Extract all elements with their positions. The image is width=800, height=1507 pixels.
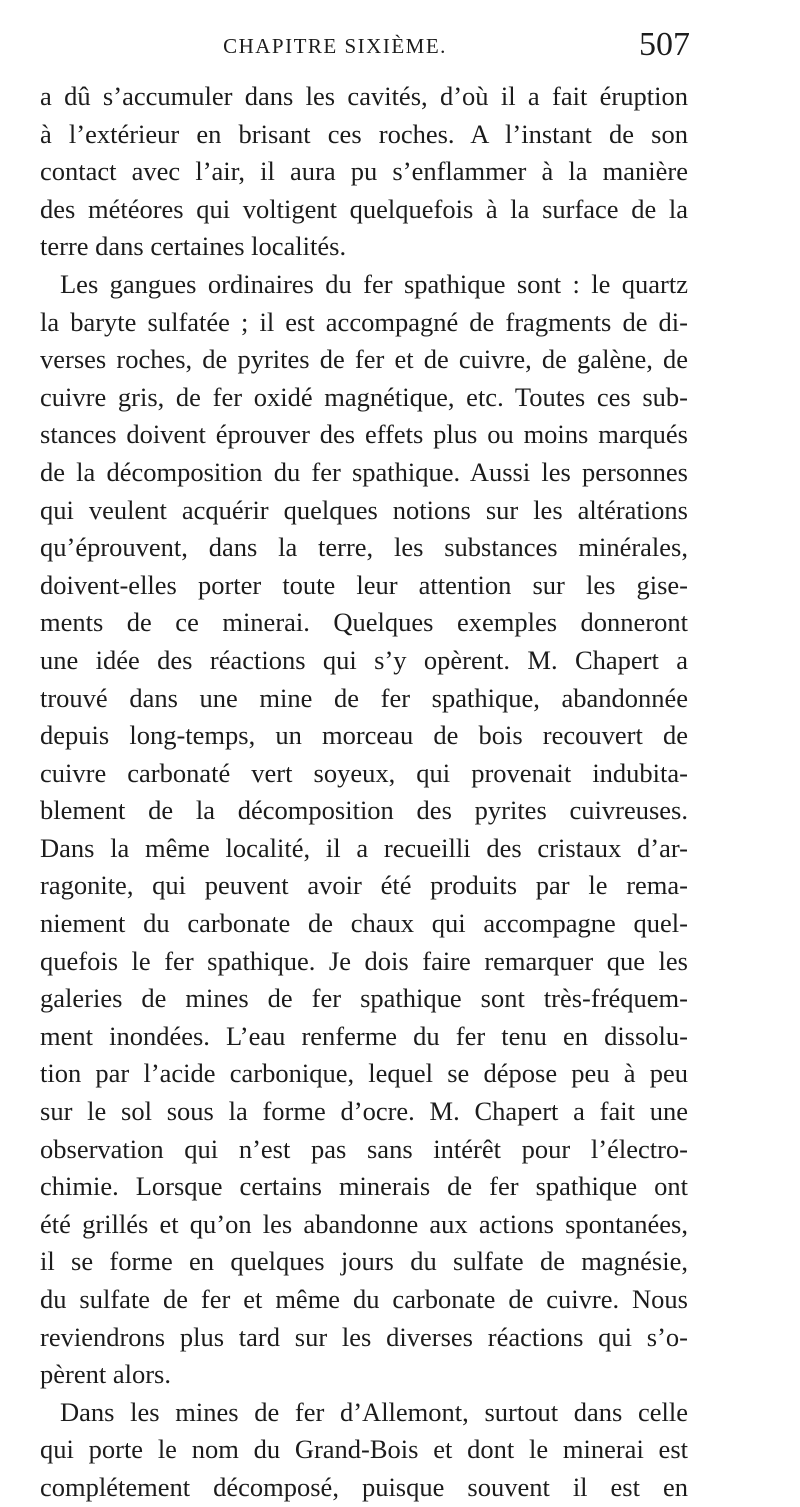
text-line: des météores qui voltigent quelquefois à la surface de la [40, 193, 688, 224]
text-line: Les gangues ordinaires du fer spathique sont : le quartz [60, 268, 688, 299]
text-line: qui porte le nom du Grand-Bois et dont le minerai est [40, 1434, 688, 1465]
text-line: stances doivent éprouver des effets plus ou moins marqués [40, 419, 688, 450]
text-line: complétement décomposé, puisque souvent il est en [40, 1471, 688, 1502]
text-line: qui veulent acquérir quelques notions sur les altérations [40, 494, 688, 525]
text-line: blement de la décomposition des pyrites cuivreuses. [40, 795, 688, 826]
text-body [40, 78, 688, 1507]
text-line: la baryte sulfatée ; il est accompagné de fragments de di- [40, 306, 688, 337]
text-line: été grillés et qu’on les abandonne aux actions spontanées, [40, 1208, 688, 1239]
text-line: reviendrons plus tard sur les diverses réactions qui s’o- [40, 1321, 688, 1352]
text-line: a dû s’accumuler dans les cavités, d’où il a fait éruption [40, 81, 688, 111]
text-line: terre dans certaines localités. [40, 231, 347, 262]
text-line: quefois le fer spathique. Je dois faire remarquer que les [40, 945, 688, 976]
text-line: galeries de mines de fer spathique sont très-fréquem- [40, 983, 688, 1014]
text-line: pèrent alors. [40, 1359, 171, 1390]
text-line: sur le sol sous la forme d’ocre. M. Chapert a fait une [40, 1096, 688, 1127]
page-number: 507 [639, 26, 690, 63]
text-line: contact avec l’air, il aura pu s’enflammer à la manière [40, 156, 688, 187]
text-line: niement du carbonate de chaux qui accompagne quel- [40, 908, 688, 939]
text-line: qu’éprouvent, dans la terre, les substances minérales, [40, 532, 688, 563]
text-line: ment inondées. L’eau renferme du fer tenu en dissolu- [40, 1020, 688, 1051]
text-line: à l’extérieur en brisant ces roches. A l’instant de son [40, 118, 688, 149]
text-line: trouvé dans une mine de fer spathique, abandonnée [40, 682, 688, 713]
running-header [40, 22, 690, 70]
text-line: depuis long-temps, un morceau de bois recouvert de [40, 720, 688, 751]
text-line: il se forme en quelques jours du sulfate de magnésie, [40, 1246, 688, 1277]
text-line: cuivre gris, de fer oxidé magnétique, etc. Toutes ces sub- [40, 381, 688, 412]
text-line: ragonite, qui peuvent avoir été produits par le rema- [40, 870, 688, 901]
text-line: cuivre carbonaté vert soyeux, qui provenait indubita- [40, 757, 688, 788]
text-line: de la décomposition du fer spathique. Aussi les personnes [40, 456, 688, 487]
text-line: Dans les mines de fer d’Allemont, surtout dans celle [60, 1396, 688, 1427]
text-line: observation qui n’est pas sans intérêt pour l’électro- [40, 1133, 688, 1164]
text-line: du sulfate de fer et même du carbonate de cuivre. Nous [40, 1284, 688, 1314]
text-line: verses roches, de pyrites de fer et de cuivre, de galène, de [40, 344, 688, 375]
text-line: chimie. Lorsque certains minerais de fer spathique ont [40, 1171, 688, 1202]
text-line: une idée des réactions qui s’y opèrent. M. Chapert a [40, 644, 688, 675]
text-line: tion par l’acide carbonique, lequel se dépose peu à peu [40, 1058, 688, 1089]
text-line: ments de ce minerai. Quelques exemples donneront [40, 607, 688, 638]
text-line: doivent-elles porter toute leur attention sur les gise- [40, 569, 688, 600]
running-title: CHAPITRE SIXIÈME. [223, 34, 447, 58]
text-line: Dans la même localité, il a recueilli des cristaux d’ar- [40, 832, 688, 863]
